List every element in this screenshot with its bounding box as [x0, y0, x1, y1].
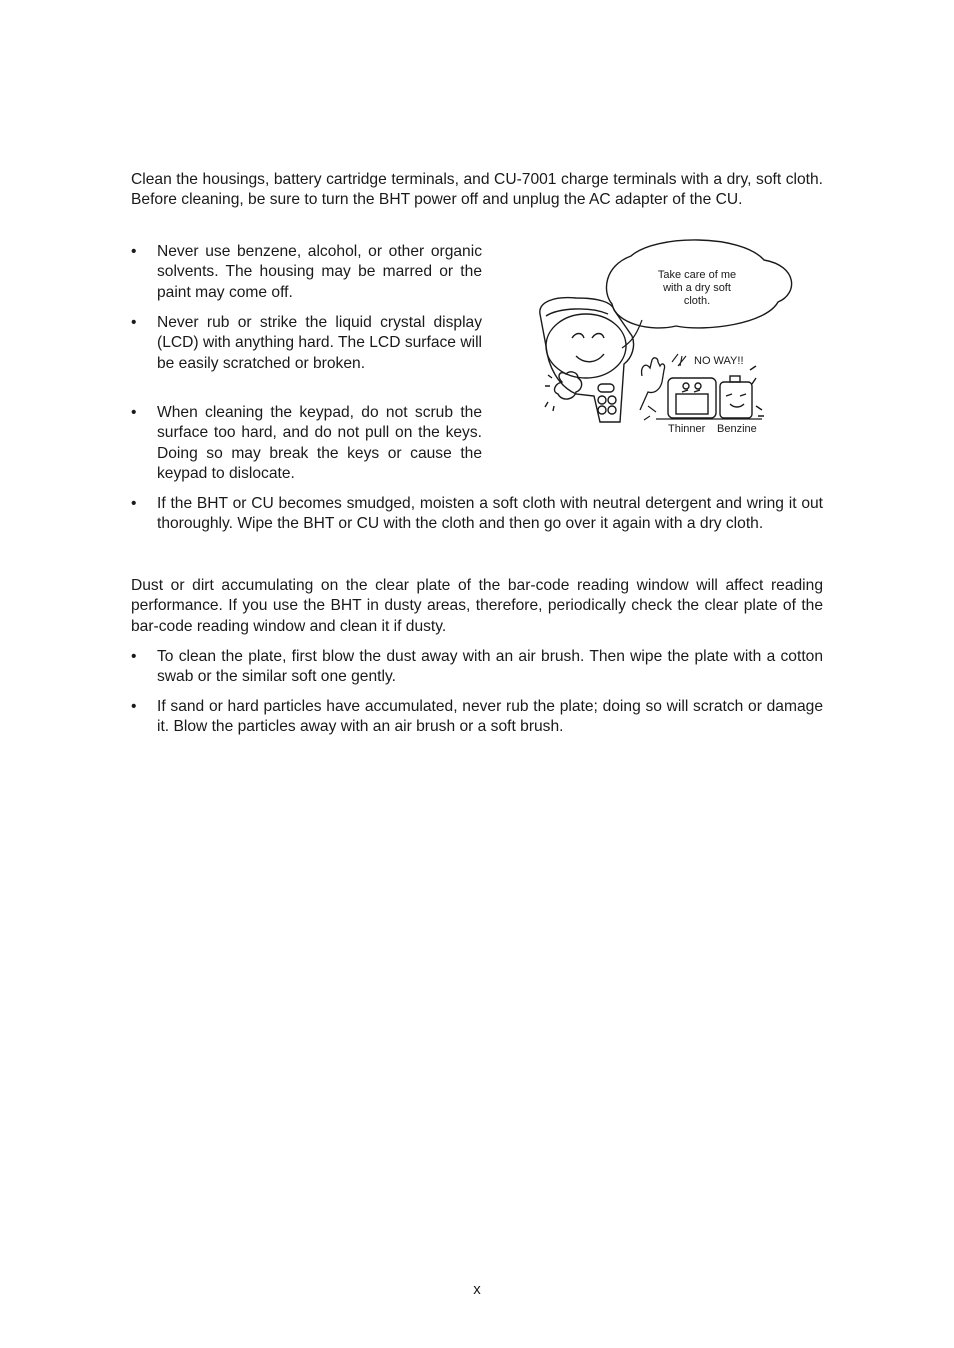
speech-text-line: Take care of me — [657, 269, 737, 281]
thinner-can — [668, 378, 716, 418]
shout-icon — [672, 354, 686, 366]
intro-paragraph: Clean the housings, battery cartridge terminals, and CU-7001 charge terminals with a dry, soft cloth. Before cleaning, be sure to turn the BHT power off and unplug the AC adapter of the CU. — [131, 171, 823, 209]
benzine-can — [720, 366, 764, 418]
list-item-text: Never rub or strike the liquid crystal display (LCD) with anything hard. The LCD surface will be easily scratched or broken. — [157, 314, 482, 372]
cartoon-terminal-illustration — [536, 236, 798, 436]
bullet-icon: • — [131, 648, 137, 665]
list-item-text: To clean the plate, first blow the dust away with an air brush. Then wipe the plate with a cotton swab or the similar soft one gently. — [157, 648, 823, 686]
list-item-text: If the BHT or CU becomes smudged, moisten a soft cloth with neutral detergent and wring it out thoroughly. Wipe the BHT or CU with the cloth and then go over it again with a dry cloth. — [157, 495, 823, 533]
speech-text-line: cloth. — [683, 295, 711, 307]
bullet-icon: • — [131, 314, 137, 331]
list-item-text: Never use benzene, alcohol, or other organic solvents. The housing may be marred or the paint may come off. — [157, 243, 482, 301]
exclamation-text: NO WAY!! — [694, 355, 744, 367]
dust-paragraph: Dust or dirt accumulating on the clear plate of the bar-code reading window will affect reading performance. If you use the BHT in dusty areas, therefore, periodically check the clear plate of the bar-code reading window and clean it if dusty. — [131, 577, 823, 635]
page-number: x — [473, 1281, 481, 1298]
list-item-text: If sand or hard particles have accumulated, never rub the plate; doing so will scratch or damage it. Blow the particles away with an air brush or a soft brush. — [157, 698, 823, 736]
bullet-icon: • — [131, 404, 137, 421]
waving-hand — [640, 358, 665, 410]
bullet-icon: • — [131, 243, 137, 260]
bullet-icon: • — [131, 698, 137, 715]
speech-bubble-tail — [622, 320, 642, 348]
bullet-icon: • — [131, 495, 137, 512]
list-item-text: When cleaning the keypad, do not scrub the surface too hard, and do not pull on the keys. Doing so may break the keys or cause the keypad to dislocate. — [157, 404, 482, 482]
label-benzine: Benzine — [717, 423, 757, 435]
speech-text-line: with a dry soft — [663, 282, 731, 294]
label-thinner: Thinner — [668, 423, 706, 435]
cleaning-illustration — [536, 236, 798, 436]
